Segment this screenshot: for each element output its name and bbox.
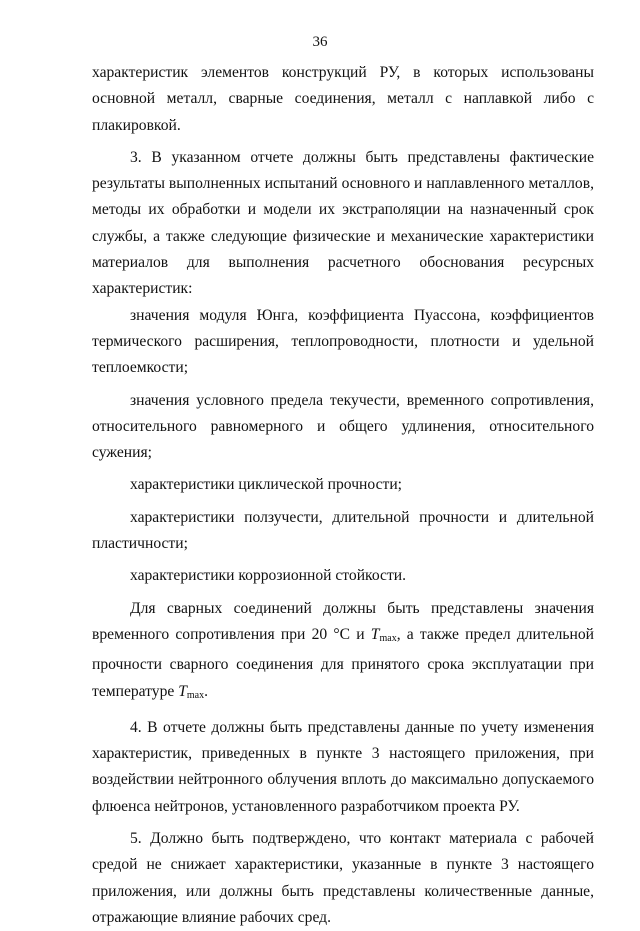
- welded-text-part3: .: [204, 682, 209, 700]
- paragraph-corrosion: характеристики коррозионной стойкости.: [130, 567, 407, 585]
- temperature-symbol: T: [370, 625, 380, 643]
- paragraph-cyclic-strength: характеристики циклической прочности;: [130, 476, 402, 494]
- paragraph-physical-properties: значения модуля Юнга, коэффициента Пуассона, коэффициентов термического расширения, теплопроводности, плотности и удельной теплоемкости;: [92, 306, 594, 377]
- paragraph-item-3: 3. В указанном отчете должны быть представлены фактические результаты выполненных испытаний основного и наплавленного металлов, методы их обработки и модели их экстраполяции на назначенный срок службы, а также следующие физические и механические характеристики материалов для выполнения расчетного обоснования ресурсных характеристик:: [92, 148, 594, 298]
- paragraph-item-4: 4. В отчете должны быть представлены данные по учету изменения характеристик, приведенных в пункте 3 настоящего приложения, при воздействии нейтронного облучения вплоть до максимально допускаемого флюенса нейтронов, установленного разработчиком проекта РУ.: [92, 718, 594, 815]
- welded-text-part2: , а также предел длительной прочности сварного соединения для принятого срока эксплуатации при температуре: [92, 625, 595, 700]
- temperature-symbol-2: T: [178, 682, 187, 700]
- temperature-subscript: max: [379, 632, 397, 644]
- paragraph-welded-joints: [92, 596, 594, 709]
- paragraph-mechanical-properties: значения условного предела текучести, временного сопротивления, относительного равномерного и общего удлинения, относительного сужения;: [92, 391, 594, 462]
- page-number: 36: [312, 34, 328, 50]
- paragraph-continuation: характеристик элементов конструкций РУ, в которых использованы основной металл, сварные соединения, металл с наплавкой либо с плакировкой.: [92, 64, 594, 134]
- temperature-subscript-2: max: [186, 689, 205, 701]
- welded-text-part1: Для сварных соединений должны быть представлены значения временного сопротивления при 20 °С и: [92, 599, 594, 643]
- paragraph-creep: характеристики ползучести, длительной прочности и длительной пластичности;: [92, 508, 594, 553]
- paragraph-item-5: 5. Должно быть подтверждено, что контакт материала с рабочей средой не снижает характеристики, указанные в пункте 3 настоящего приложения, или должны быть представлены количественные данные, отражающие влияние рабочих сред.: [92, 830, 594, 926]
- document-body: [92, 60, 594, 931]
